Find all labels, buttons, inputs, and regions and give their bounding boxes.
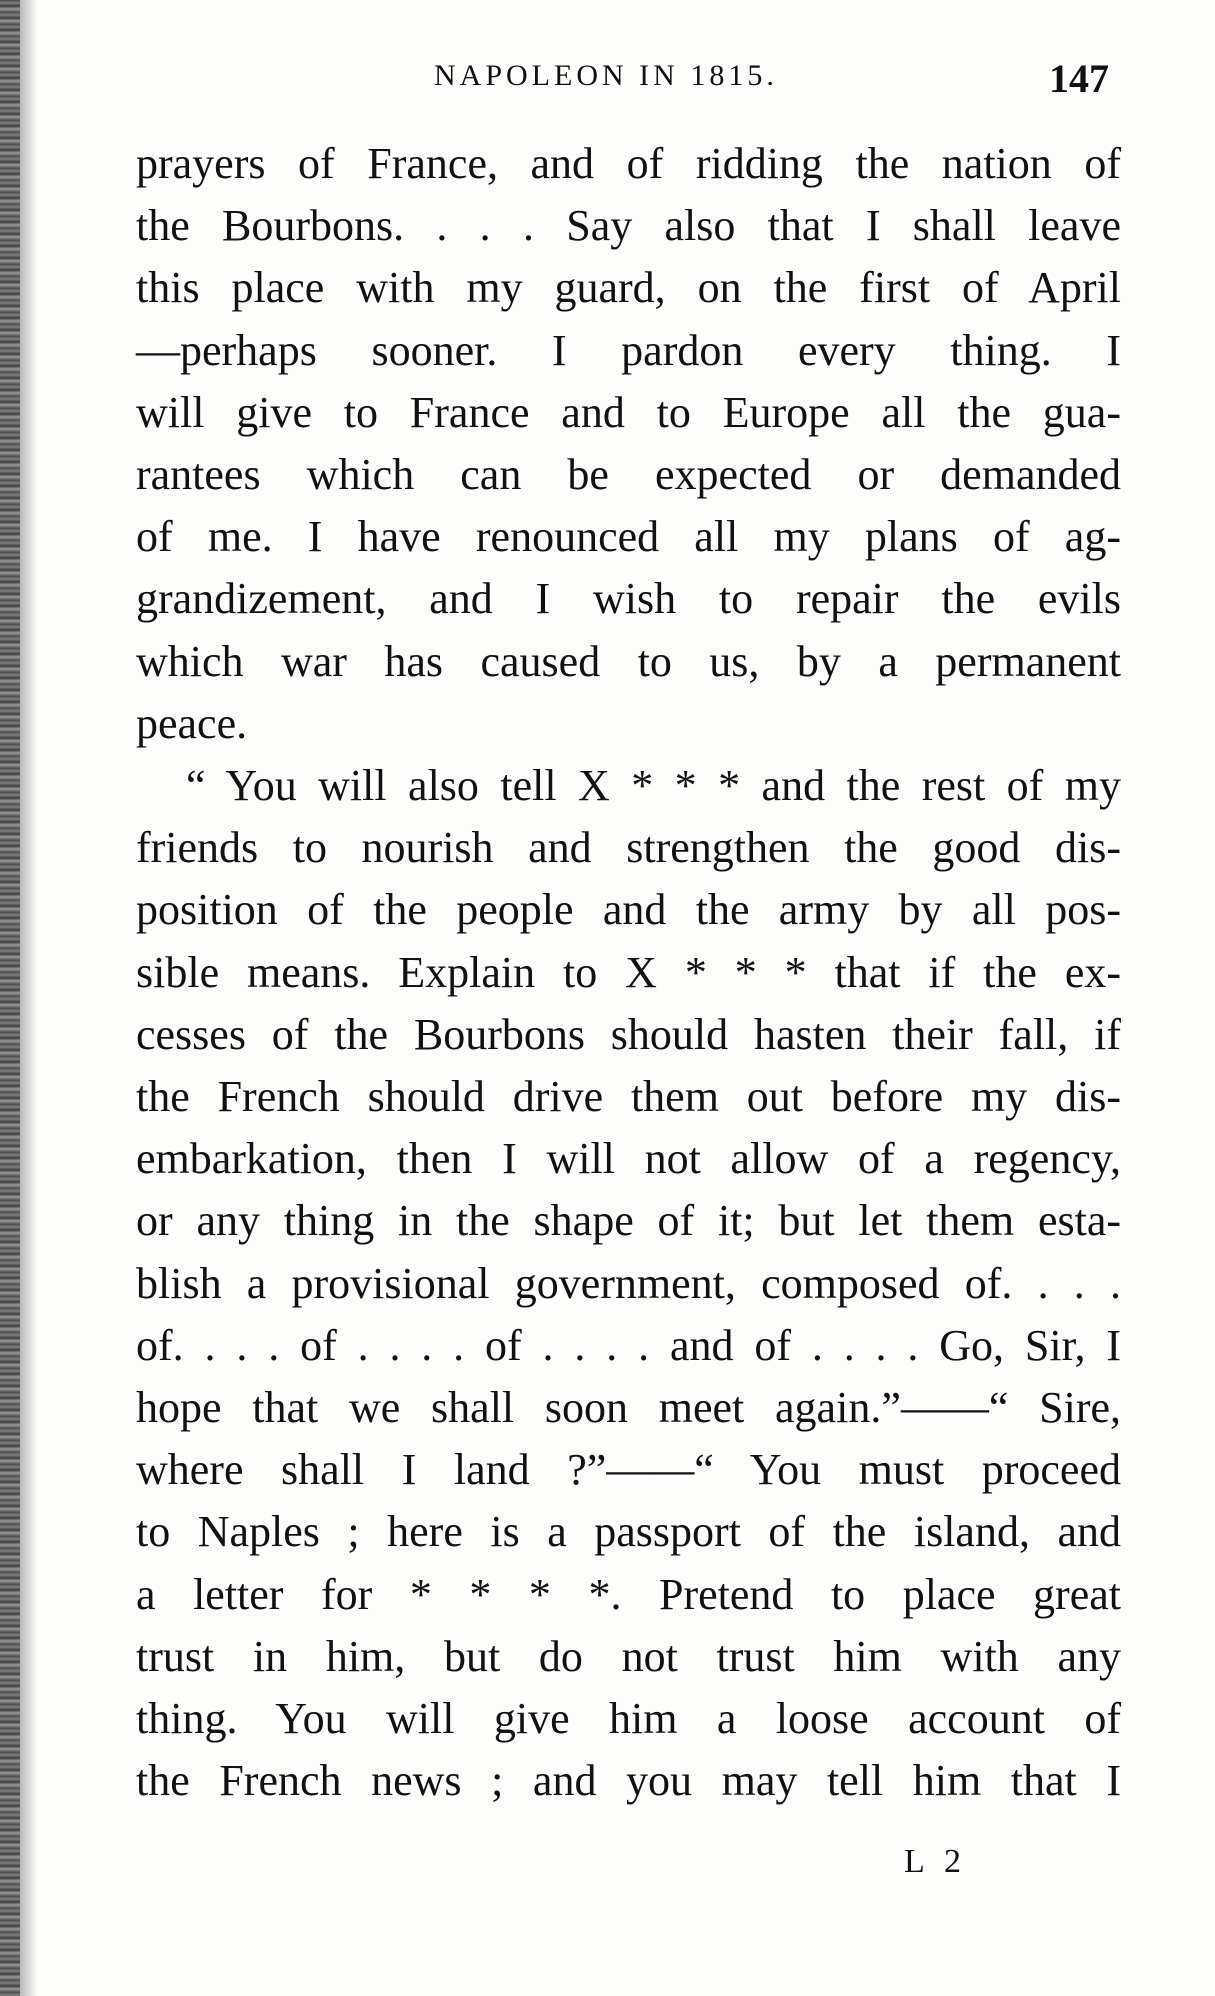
- text-line-3: this place with my guard, on the first of April: [136, 263, 1121, 313]
- text-line-22: where shall I land ?”——“ You must proceed: [136, 1445, 1121, 1495]
- text-line-6: rantees which can be expected or demanded: [136, 450, 1121, 499]
- text-line-4: —perhaps sooner. I pardon every thing. I: [136, 325, 1121, 375]
- text-line-18: or any thing in the shape of it; but let them esta-: [136, 1196, 1121, 1246]
- body-text: [136, 133, 1121, 1833]
- text-line-10: peace.: [136, 698, 248, 748]
- page-number: 147: [1049, 56, 1109, 101]
- text-line-17: embarkation, then I will not allow of a regency,: [136, 1134, 1121, 1184]
- text-line-15: cesses of the Bourbons should hasten their fall, if: [136, 1009, 1121, 1059]
- binding-edge: [0, 0, 20, 1996]
- text-line-16: the French should drive them out before my dis-: [136, 1072, 1121, 1121]
- text-line-5: will give to France and to Europe all the gua-: [136, 387, 1121, 437]
- text-line-13: position of the people and the army by all pos-: [136, 885, 1121, 935]
- signature-mark: L 2: [904, 1843, 968, 1880]
- text-line-2: the Bourbons. . . . Say also that I shall leave: [136, 201, 1121, 251]
- running-title: NAPOLEON IN 1815.: [434, 59, 778, 92]
- text-line-11: “ You will also tell X * * * and the rest of my: [186, 761, 1121, 810]
- text-line-25: trust in him, but do not trust him with any: [136, 1631, 1121, 1681]
- text-line-21: hope that we shall soon meet again.”——“ Sire,: [136, 1383, 1121, 1432]
- text-line-19: blish a provisional government, composed of. . . .: [136, 1258, 1121, 1308]
- text-line-20: of. . . . of . . . . of . . . . and of . . . . Go, Sir, I: [136, 1320, 1121, 1370]
- text-line-14: sible means. Explain to X * * * that if the ex-: [136, 947, 1121, 997]
- text-line-23: to Naples ; here is a passport of the island, and: [136, 1507, 1121, 1557]
- text-line-1: prayers of France, and of ridding the nation of: [136, 139, 1121, 188]
- text-line-8: grandizement, and I wish to repair the evils: [136, 574, 1121, 624]
- text-line-26: thing. You will give him a loose account of: [136, 1694, 1121, 1743]
- text-line-7: of me. I have renounced all my plans of ag-: [136, 512, 1121, 562]
- text-line-27: the French news ; and you may tell him that I: [136, 1756, 1121, 1806]
- text-line-9: which war has caused to us, by a permanent: [136, 636, 1121, 686]
- text-line-24: a letter for * * * *. Pretend to place great: [136, 1569, 1121, 1619]
- text-line-12: friends to nourish and strengthen the good dis-: [136, 823, 1121, 873]
- running-head: [136, 55, 1121, 105]
- binding-shadow: [20, 0, 38, 1996]
